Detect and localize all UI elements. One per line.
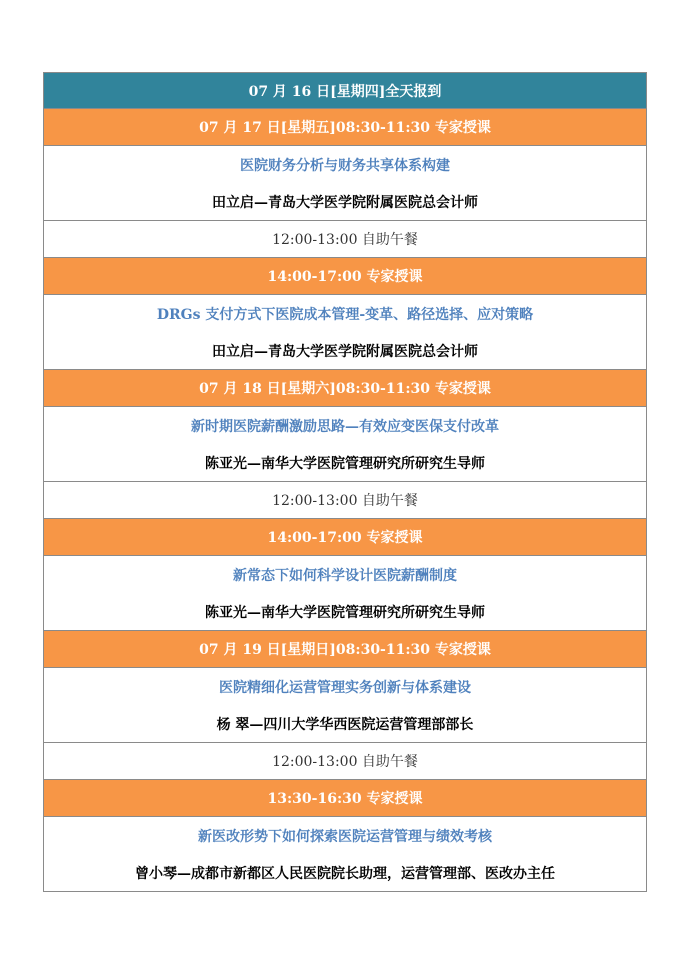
talk-speaker: 陈亚光—南华大学医院管理研究所研究生导师	[205, 455, 485, 472]
talk-topic: 新时期医院薪酬激励思路—有效应变医保支付改革	[191, 418, 499, 435]
lunch-row: 12:00-13:00 自助午餐	[44, 221, 646, 258]
session-header: 14:00-17:00 专家授课	[44, 258, 646, 295]
session-header: 13:30-16:30 专家授课	[44, 780, 646, 817]
session-header: 14:00-17:00 专家授课	[44, 519, 646, 556]
talk-speaker: 陈亚光—南华大学医院管理研究所研究生导师	[205, 604, 485, 621]
talk-speaker: 田立启—青岛大学医学院附属医院总会计师	[212, 343, 478, 360]
session-header: 07 月 17 日[星期五]08:30-11:30 专家授课	[44, 109, 646, 146]
talk-speaker: 田立启—青岛大学医学院附属医院总会计师	[212, 194, 478, 211]
talk-block	[44, 817, 646, 892]
talk-block	[44, 407, 646, 482]
session-header: 07 月 18 日[星期六]08:30-11:30 专家授课	[44, 370, 646, 407]
lunch-row: 12:00-13:00 自助午餐	[44, 743, 646, 780]
talk-block	[44, 146, 646, 221]
talk-block	[44, 668, 646, 743]
talk-topic: 医院精细化运营管理实务创新与体系建设	[219, 679, 471, 696]
talk-block	[44, 556, 646, 631]
day-header: 07 月 16 日[星期四]全天报到	[44, 72, 646, 109]
talk-topic: 医院财务分析与财务共享体系构建	[240, 157, 450, 174]
schedule-table	[43, 72, 647, 892]
talk-speaker: 杨 翠—四川大学华西医院运营管理部部长	[216, 716, 474, 733]
talk-topic: 新医改形势下如何探索医院运营管理与绩效考核	[198, 828, 492, 845]
lunch-row: 12:00-13:00 自助午餐	[44, 482, 646, 519]
talk-topic: DRGs 支付方式下医院成本管理-变革、路径选择、应对策略	[156, 306, 534, 323]
talk-topic: 新常态下如何科学设计医院薪酬制度	[233, 567, 457, 584]
talk-speaker: 曾小琴—成都市新都区人民医院院长助理，运营管理部、医改办主任	[135, 865, 555, 882]
session-header: 07 月 19 日[星期日]08:30-11:30 专家授课	[44, 631, 646, 668]
talk-block	[44, 295, 646, 370]
